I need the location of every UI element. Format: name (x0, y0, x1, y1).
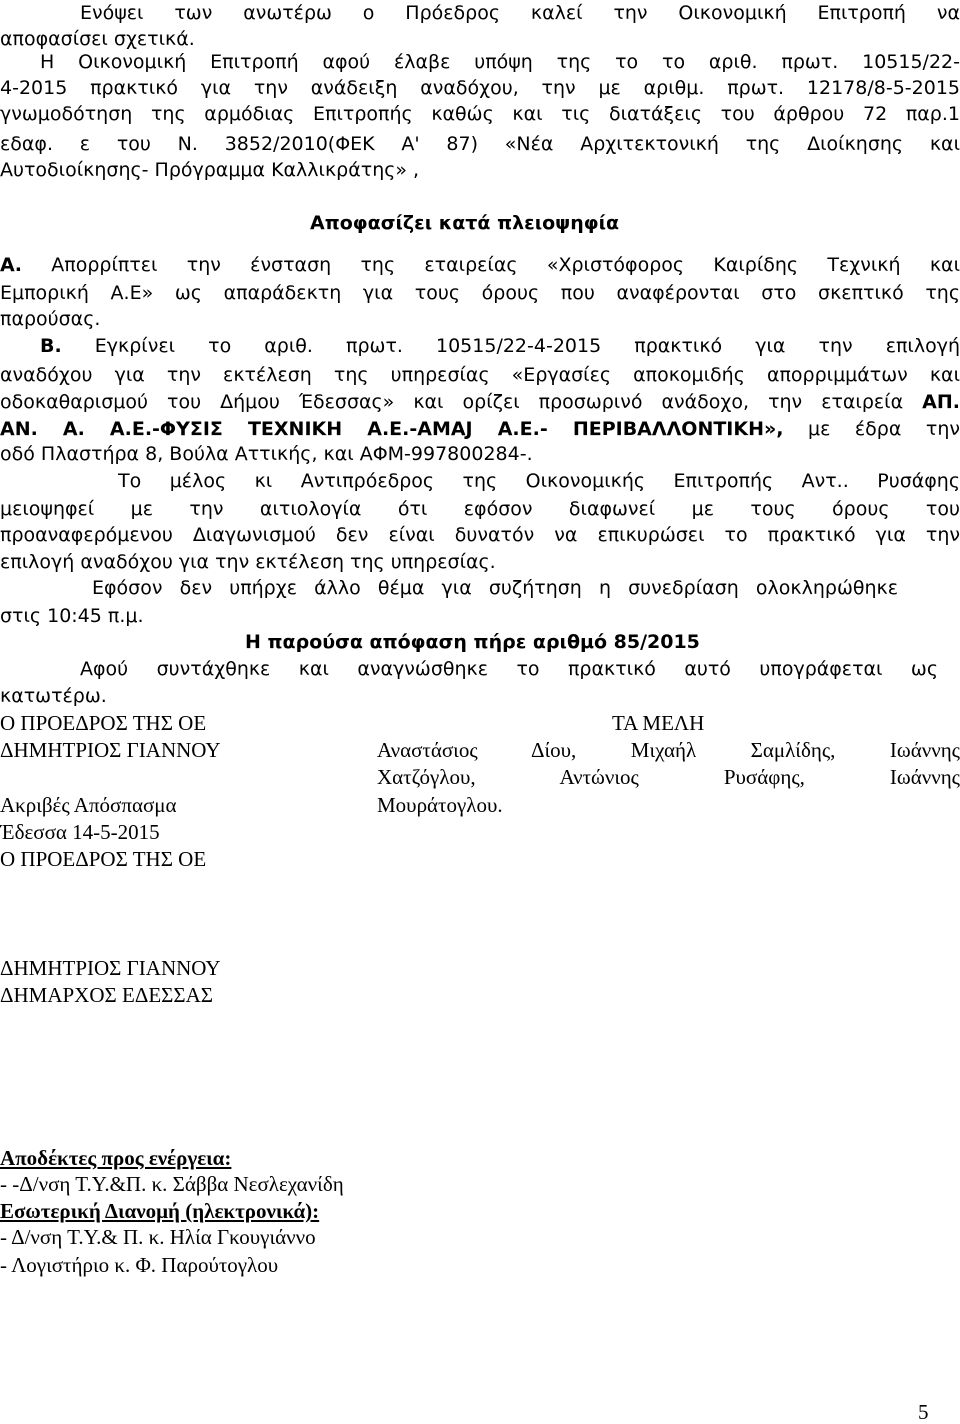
text-line: αποφασίσει σχετικά. (0, 28, 195, 50)
text-line: Η Οικονομική Επιτροπή αφού έλαβε υπόψη της το το αριθ. πρωτ. 10515/22- (40, 51, 960, 73)
place-date: Έδεσσα 14-5-2015 (0, 820, 160, 844)
president-name: ΔΗΜΗΤΡΙΟΣ ΓΙΑΝΝΟΥ (0, 738, 221, 762)
page-number: 5 (918, 1400, 929, 1424)
decision-number: Η παρούσα απόφαση πήρε αριθμό 85/2015 (245, 631, 700, 653)
item-text: Εγκρίνει το αριθ. πρωτ. 10515/22-4-2015 πρακτικό για την επιλογή (94, 335, 960, 357)
decision-heading: Αποφασίζει κατά πλειοψηφία (310, 212, 620, 234)
members-title: ΤΑ ΜΕΛΗ (612, 711, 705, 735)
text-line: κατωτέρω. (0, 685, 107, 707)
text-line: Εφόσον δεν υπήρχε άλλο θέμα για συζήτηση η συνεδρίαση ολοκληρώθηκε (92, 577, 898, 599)
text-line (0, 252, 960, 279)
text-line: μειοψηφεί με την αιτιολογία ότι εφόσον διαφωνεί με τους όρους του (0, 498, 960, 520)
text-line: αναδόχου για την εκτέλεση της υπηρεσίας «Εργασίες αποκομιδής απορριμμάτων και (0, 364, 960, 386)
text-line: εδαφ. ε του Ν. 3852/2010(ΦΕΚ Α' 87) «Νέα Αρχιτεκτονική της Διοίκησης και (0, 133, 960, 155)
text-line: Το μέλος κι Αντιπρόεδρος της Οικονομικής Επιτροπής Αντ.. Ρυσάφης (118, 470, 960, 492)
text-line (0, 389, 960, 416)
text-line: στις 10:45 π.μ. (0, 605, 144, 627)
members-names: Μουράτογλου. (377, 793, 503, 817)
item-label: Β. (40, 335, 62, 357)
text-line (0, 416, 960, 443)
text-line: επιλογή αναδόχου για την εκτέλεση της υπηρεσίας. (0, 551, 496, 573)
item-text: με έδρα την (808, 418, 960, 440)
text-line: Ενόψει των ανωτέρω ο Πρόεδρος καλεί την Οικονομική Επιτροπή να (80, 2, 960, 24)
members-names: Χατζόγλου, Αντώνιος Ρυσάφης, Ιωάννης (377, 765, 960, 789)
company-name: ΑΝ. Α. Α.Ε.-ΦΥΣΙΣ ΤΕΧΝΙΚΗ Α.Ε.-ΑΜΑJ Α.Ε.- ΠΕΡΙΒΑΛΛΟΝΤΙΚΗ», (0, 418, 784, 440)
text-line: Εμπορική Α.Ε» ως απαράδεκτη για τους όρους που αναφέρονται στο σκεπτικό της (0, 282, 960, 304)
recipients-action-heading: Αποδέκτες προς ενέργεια: (0, 1146, 232, 1170)
recipient-item: - Λογιστήριο κ. Φ. Παρούτογλου (0, 1253, 279, 1277)
text-line (40, 333, 960, 360)
internal-distribution-heading: Εσωτερική Διανομή (ηλεκτρονικά): (0, 1199, 320, 1223)
members-names: Αναστάσιος Δίου, Μιχαήλ Σαμλίδης, Ιωάννης (377, 738, 960, 762)
president-title: Ο ΠΡΟΕΔΡΟΣ ΤΗΣ ΟΕ (0, 711, 207, 735)
item-label: Α. (0, 254, 22, 276)
true-copy-label: Ακριβές Απόσπασμα (0, 793, 177, 817)
text-line: προαναφερόμενου Διαγωνισμού δεν είναι δυνατόν να επικυρώσει το πρακτικό για την (0, 524, 960, 546)
item-text: Απορρίπτει την ένσταση της εταιρείας «Χριστόφορος Καιρίδης Τεχνική και (51, 254, 960, 276)
president-title: Ο ΠΡΟΕΔΡΟΣ ΤΗΣ ΟΕ (0, 847, 207, 871)
mayor-name: ΔΗΜΗΤΡΙΟΣ ΓΙΑΝΝΟΥ (0, 956, 221, 980)
text-line: οδό Πλαστήρα 8, Βούλα Αττικής, και ΑΦΜ-997800284-. (0, 443, 533, 465)
text-line: 4-2015 πρακτικό για την ανάδειξη αναδόχου, την με αριθμ. πρωτ. 12178/8-5-2015 (0, 77, 960, 99)
company-name: ΑΠ. (922, 391, 960, 413)
recipient-item: - -Δ/νση Τ.Υ.&Π. κ. Σάββα Νεσλεχανίδη (0, 1172, 344, 1196)
recipient-item: - Δ/νση Τ.Υ.& Π. κ. Ηλία Γκουγιάννο (0, 1225, 316, 1249)
text-line: παρούσας. (0, 308, 101, 330)
text-line: Αυτοδιοίκησης- Πρόγραμμα Καλλικράτης» , (0, 159, 420, 181)
item-text: οδοκαθαρισμού του Δήμου Έδεσσας» και ορίζει προσωρινό ανάδοχο, την εταιρεία (0, 391, 904, 413)
text-line: γνωμοδότηση της αρμόδιας Επιτροπής καθώς και τις διατάξεις του άρθρου 72 παρ.1 (0, 103, 960, 125)
text-line: Αφού συντάχθηκε και αναγνώσθηκε το πρακτικό αυτό υπογράφεται ως (80, 658, 938, 680)
mayor-title: ΔΗΜΑΡΧΟΣ ΕΔΕΣΣΑΣ (0, 983, 213, 1007)
